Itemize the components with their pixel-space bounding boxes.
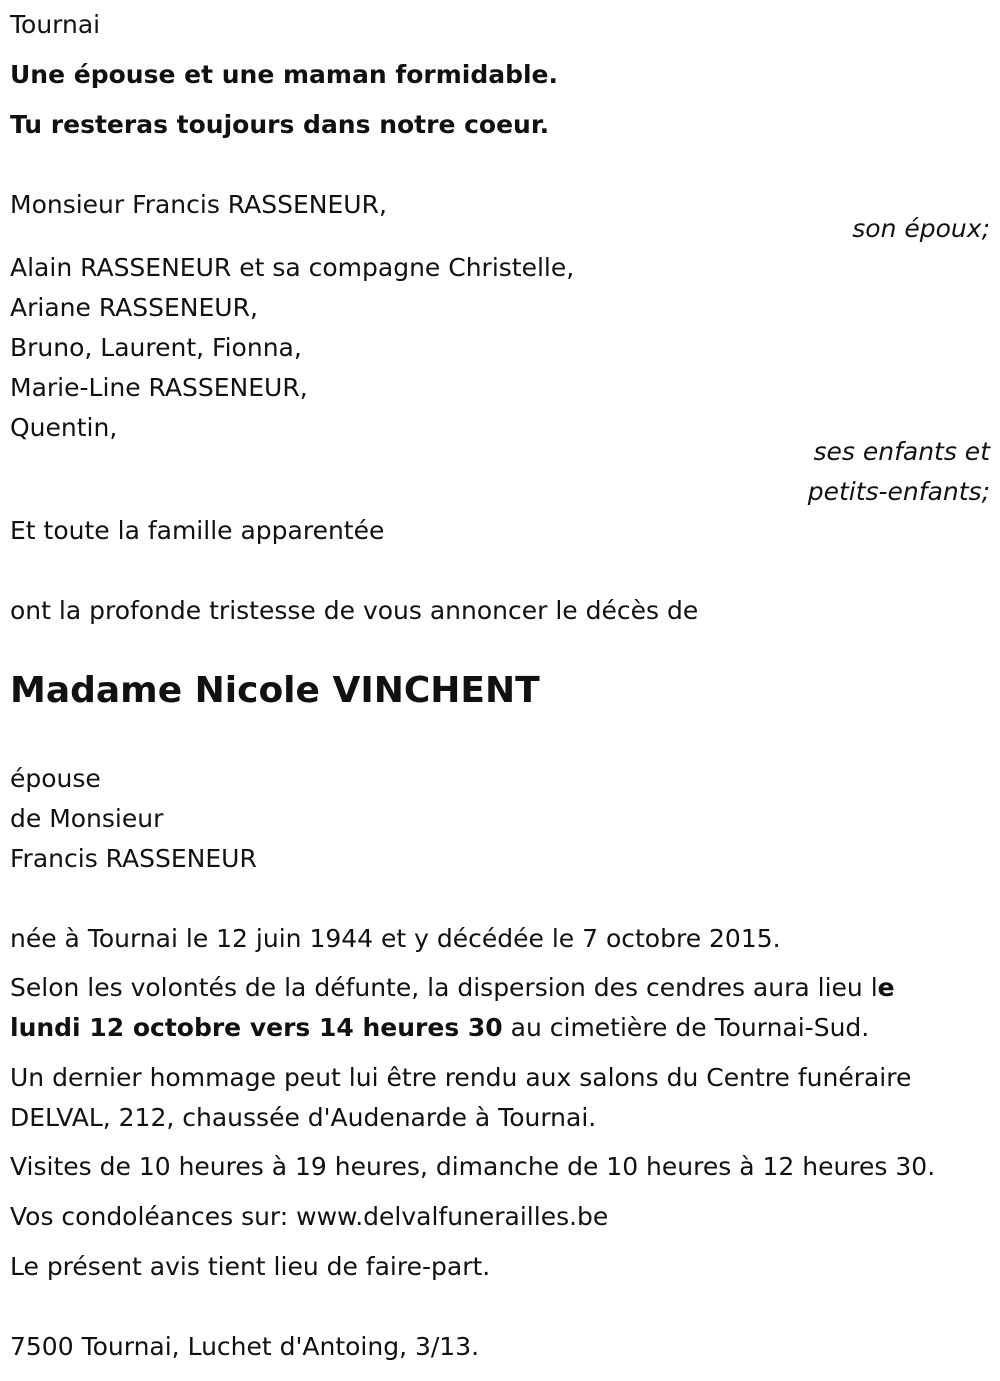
list-item: Alain RASSENEUR et sa compagne Christelle, bbox=[10, 253, 575, 282]
relation-line: de Monsieur bbox=[10, 804, 164, 833]
tribute-line-1: Un dernier hommage peut lui être rendu aux salons du Centre funéraire bbox=[10, 1063, 912, 1092]
family-address: 7500 Tournai, Luchet d'Antoing, 3/13. bbox=[10, 1332, 480, 1361]
relation-block bbox=[10, 759, 257, 879]
tagline-2: Tu resteras toujours dans notre coeur. bbox=[10, 110, 550, 139]
extended-family: Et toute la famille apparentée bbox=[10, 516, 385, 545]
children-list bbox=[10, 248, 574, 448]
list-item: Bruno, Laurent, Fionna, bbox=[10, 333, 302, 362]
ceremony-text-bold-1: e bbox=[877, 973, 895, 1002]
ceremony-text-2: au cimetière de Tournai-Sud. bbox=[502, 1013, 870, 1042]
children-role-line-1: ses enfants et bbox=[813, 437, 990, 466]
city-label: Tournai bbox=[10, 10, 101, 39]
tribute-line-2: DELVAL, 212, chaussée d'Audenarde à Tournai. bbox=[10, 1103, 597, 1132]
condolences-website: Vos condoléances sur: www.delvalfunerailles.be bbox=[10, 1202, 609, 1231]
tribute-info bbox=[10, 1058, 911, 1138]
relation-line: Francis RASSENEUR bbox=[10, 844, 257, 873]
deceased-name: Madame Nicole VINCHENT bbox=[10, 670, 540, 711]
spouse-name: Monsieur Francis RASSENEUR, bbox=[10, 190, 387, 219]
children-role-line-2: petits-enfants; bbox=[807, 477, 990, 506]
announcement-intro: ont la profonde tristesse de vous annoncer le décès de bbox=[10, 596, 699, 625]
birth-death-dates: née à Tournai le 12 juin 1944 et y décédée le 7 octobre 2015. bbox=[10, 924, 781, 953]
list-item: Ariane RASSENEUR, bbox=[10, 293, 258, 322]
notice-statement: Le présent avis tient lieu de faire-part. bbox=[10, 1252, 491, 1281]
list-item: Marie-Line RASSENEUR, bbox=[10, 373, 308, 402]
spouse-role: son époux; bbox=[852, 214, 990, 243]
visiting-hours: Visites de 10 heures à 19 heures, dimanche de 10 heures à 12 heures 30. bbox=[10, 1152, 936, 1181]
list-item: Quentin, bbox=[10, 413, 118, 442]
ceremony-date: lundi 12 octobre vers 14 heures 30 bbox=[10, 1013, 503, 1042]
ceremony-text-1: Selon les volontés de la défunte, la dispersion des cendres aura lieu l bbox=[10, 973, 878, 1002]
relation-line: épouse bbox=[10, 764, 101, 793]
ceremony-info bbox=[10, 968, 895, 1048]
tagline-1: Une épouse et une maman formidable. bbox=[10, 60, 559, 89]
